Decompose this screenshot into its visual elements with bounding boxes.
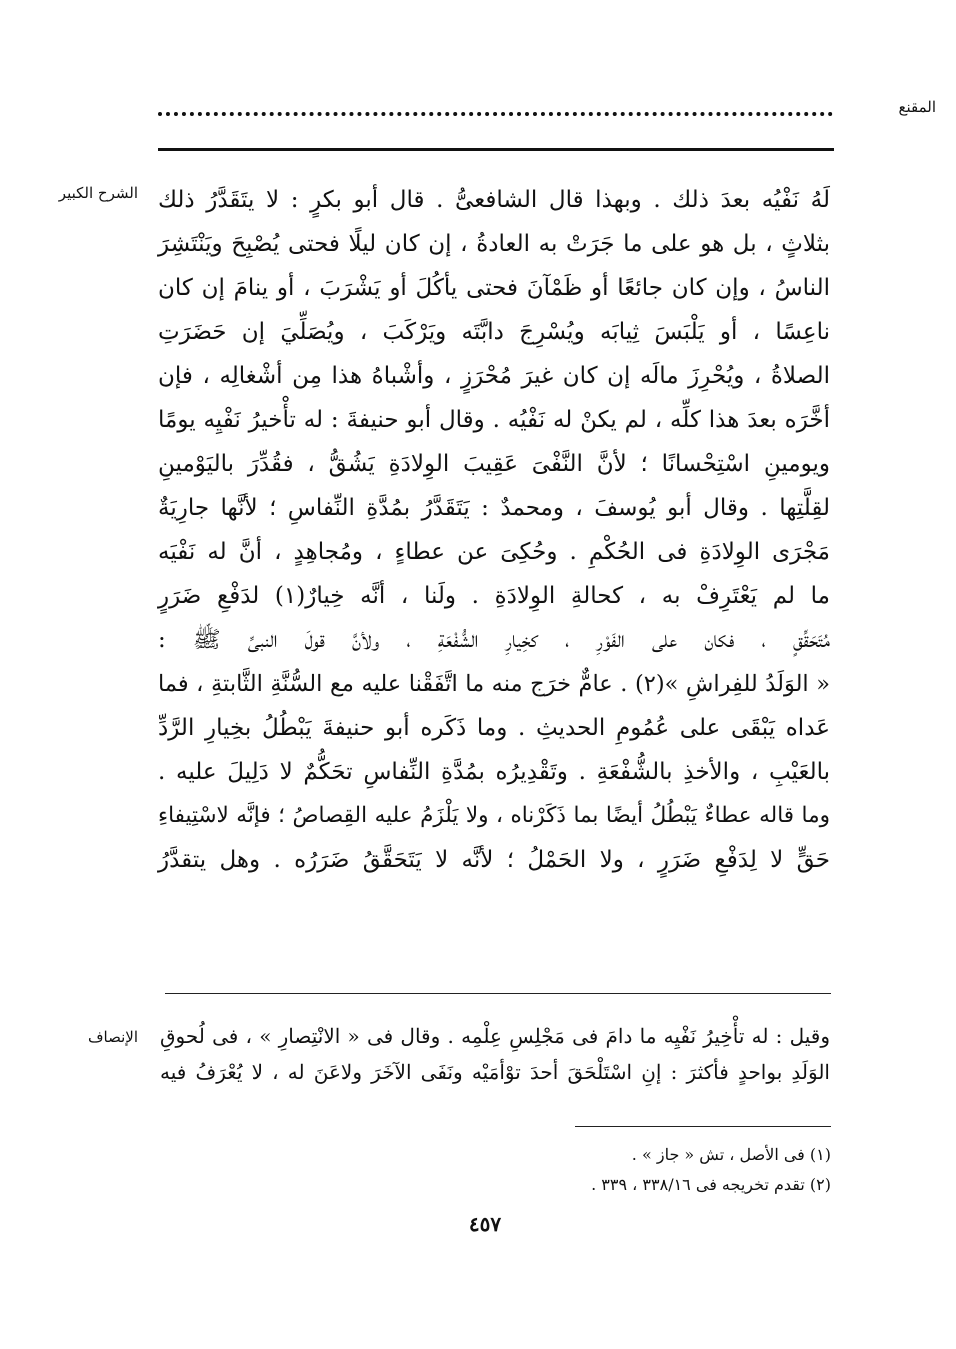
text-line: بثلاثٍ ، بل هو على ما جَرَتْ به العادةُ ، إن كان ليلًا فحتى يُصْبِحَ ويَنْتَشِرَ — [158, 231, 830, 257]
text-line: مَجْرَى الوِلادَةِ فى الحُكْمِ . وحُكِىَ عن عطاءٍ ، ومُجاهِدٍ ، أنَّ له نَفْيَه — [158, 539, 830, 565]
text-line: « الوَلَدُ للفِراشِ »(٢) . عامٌّ خرَج منه ما اتَّفَقْنا عليه مع السُّنَّةِ الثَّابتةِ ، فما — [158, 671, 830, 697]
section-label-sharh-text: الشرح الكبير — [58, 184, 138, 202]
text-line: لقِلَّتِها . وقال أبو يُوسفَ ، ومحمدٌ : يَتَقَدَّرُ بمُدَّةِ النِّفاسِ ؛ لأنَّها جارِيَةٌ — [158, 495, 830, 521]
insaf-text — [160, 1018, 830, 1090]
footnote-rule — [575, 1126, 831, 1127]
text-line: ويومينِ اسْتِحْسانًا ؛ لأنَّ النَّفْىَ عَقِيبَ الوِلادَةِ يَشُقُّ ، فقُدِّرَ باليَوْمينِ — [158, 451, 830, 477]
text-line: وما قاله عطاءٌ يَبْطُلُ أيضًا بما ذَكَرْناه ، ولا يَلْزَمُ عليه القِصاصُ ؛ فإنَّه لاسْتِيفاءِ — [158, 803, 830, 828]
running-title: المقنع — [898, 98, 936, 116]
footnote-2: (٢) تقدم تخريجه فى ٣٣٨/١٦ ، ٣٣٩ . — [591, 1175, 831, 1194]
section-label-insaf-text: الإنصاف — [87, 1028, 138, 1046]
text-line: الوَلَدِ بواحدٍ فأكثرَ : إنِ اسْتَلْحَقَ أحدَ توْأمَيْه ونَفَى الآخَرَ ولاعَنَ له ، لا يُعْرَفُ فيه — [160, 1060, 830, 1084]
main-commentary-text — [158, 178, 830, 882]
dotted-divider — [158, 100, 833, 116]
text-line: بالعَيْبِ ، والأخذِ بالشُّفْعَةِ . وتَقْدِيرُه بمُدَّةِ النِّفاسِ تحَكُّمٌ لا دَلِيلَ عليه . — [158, 759, 830, 785]
text-line: حَقٍّ لا لِدَفْعِ ضَرَرٍ ، ولا الحَمْلُ ؛ لأنَّه لا يَتَحَقَّقُ ضَرَرُه . وهل يتقدَّرُ — [158, 847, 830, 873]
text-line: لَهُ نَفْيُه بعدَ ذلك . وبهذا قال الشافعىُّ . قال أبو بكرٍ : لا يتَقَدَّرُ ذلك — [158, 187, 830, 213]
text-line: عَداه يَبْقَى على عُمُومِ الحديثِ . وما ذَكَره أبو حنيفةَ يَبْطُلُ بخِيارِ الرَّدِّ — [158, 715, 830, 741]
text-line: ناعِسًا ، أو يَلْبَسَ ثِيابَه ويُسْرِجَ دابَّتَه ويَرْكَبَ ، ويُصَلِّيَ إن حَضَرَتِ — [158, 319, 830, 345]
header-rule — [158, 148, 834, 151]
section-divider — [165, 993, 831, 994]
text-line: مُتَحَقِّقٍ ، فكان على الفَوْرِ ، كخِيارِ الشُّفْعَةِ ، ولأنَّ قولَ النبىِّ ﷺ : — [158, 627, 830, 653]
text-line: ما لم يَعْتَرِفْ به ، كحالةِ الوِلادَةِ . ولَنا ، أنَّه خِيارٌ(١) لدَفْعِ ضَرَرٍ — [158, 583, 830, 609]
text-line: وقيل : له تأْخِيرُ نَفْيِه ما دامَ فى مَجْلِسِ عِلْمِه . وقال فى « الانْتِصارِ » ، فى لُحوقِ — [160, 1024, 830, 1048]
text-line: أخَّرَه بعدَ هذا كلِّه ، لم يكنْ له نَفْيُه . وقال أبو حنيفةَ : له تأْخيرُ نَفْيِه يومًا — [158, 407, 830, 433]
footnote-1: (١) فى الأصل ، تش « جاز » . — [631, 1145, 831, 1164]
footnotes — [231, 1140, 831, 1200]
page-number: ٤٥٧ — [468, 1212, 502, 1236]
text-line: الصلاةُ ، ويُحْرِزَ مالَه إن كان غيرَ مُحْرَزٍ ، وأشْباهُ هذا مِن أشْغالِه ، فإن — [158, 363, 830, 389]
text-line: الناسُ ، وإن كان جائعًا أو ظَمْآنَ فحتى يأكُلَ أو يَشْرَبَ ، أو ينامَ إن كان — [158, 275, 830, 301]
